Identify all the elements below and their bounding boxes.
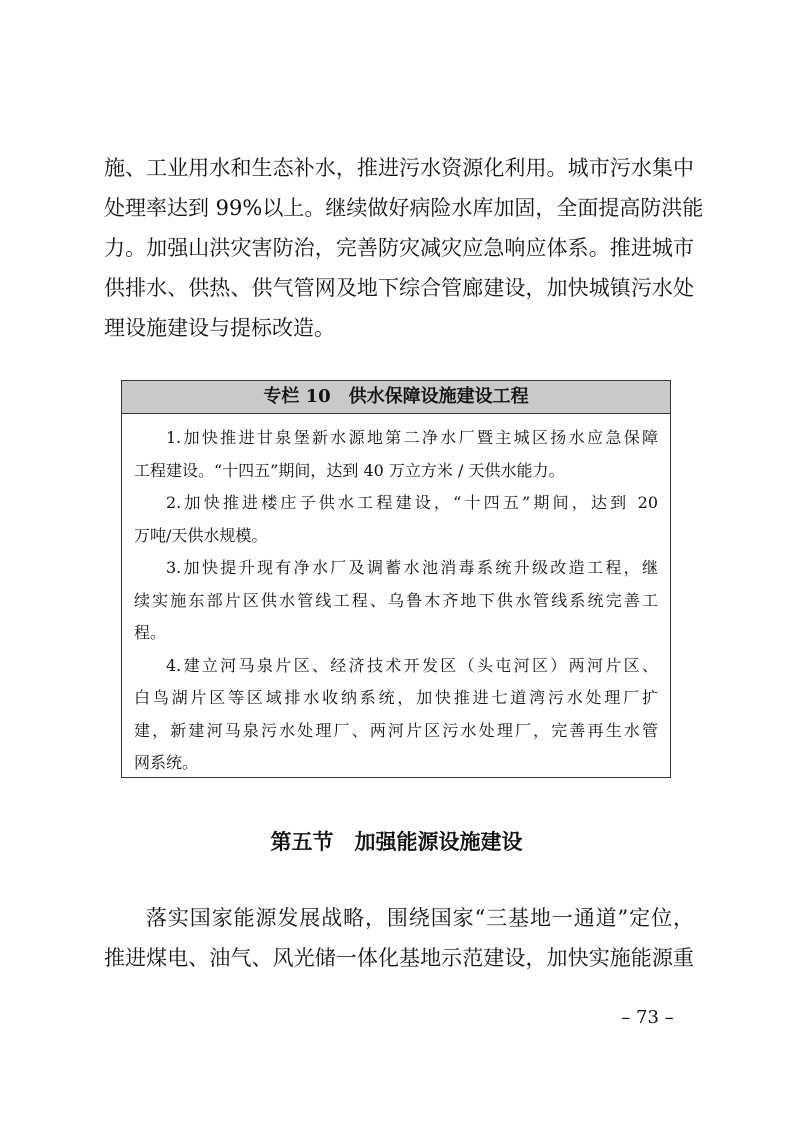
item-line: 网系统。 bbox=[134, 753, 199, 772]
item-line: 程。 bbox=[134, 623, 167, 642]
item-line: 续实施东部片区供水管线工程、乌鲁木齐地下供水管线系统完善工 bbox=[134, 590, 658, 610]
text-line: 理设施建设与提标改造。 bbox=[104, 316, 335, 340]
text-line: 处理率达到 99%以上。继续做好病险水库加固，全面提高防洪能 bbox=[104, 196, 704, 220]
item-line: 建，新建河马泉污水处理厂、两河片区污水处理厂，完善再生水管 bbox=[134, 720, 658, 740]
item-line: 1.加快推进甘泉堡新水源地第二净水厂暨主城区扬水应急保障 bbox=[166, 428, 658, 447]
item-line: 万吨/天供水规模。 bbox=[134, 525, 268, 545]
item-line: 3.加快提升现有净水厂及调蓄水池消毒系统升级改造工程，继 bbox=[166, 558, 658, 577]
text-line: 落实国家能源发展战略，围绕国家“三基地一通道”定位， bbox=[146, 906, 694, 930]
intro-paragraph bbox=[104, 148, 704, 348]
section-heading: 第五节 加强能源设施建设 bbox=[270, 830, 523, 854]
page-number: – 73 – bbox=[621, 1007, 674, 1028]
column-box bbox=[121, 380, 671, 778]
item-line: 白鸟湖片区等区域排水收纳系统，加快推进七道湾污水处理厂扩 bbox=[134, 688, 658, 707]
column-box-body bbox=[122, 414, 670, 780]
column-box-title: 专栏 10 供水保障设施建设工程 bbox=[122, 381, 670, 414]
body-paragraph bbox=[104, 898, 694, 978]
text-line: 施、工业用水和生态补水，推进污水资源化利用。城市污水集中 bbox=[104, 156, 694, 180]
text-line: 力。加强山洪灾害防治，完善防灾减灾应急响应体系。推进城市 bbox=[104, 236, 694, 260]
item-line: 工程建设。“十四五”期间，达到 40 万立方米 / 天供水能力。 bbox=[134, 460, 565, 480]
text-line: 供排水、供热、供气管网及地下综合管廊建设，加快城镇污水处 bbox=[104, 276, 694, 300]
text-line: 推进煤电、油气、风光储一体化基地示范建设，加快实施能源重 bbox=[104, 946, 694, 970]
item-line: 4.建立河马泉片区、经济技术开发区（头屯河区）两河片区、 bbox=[166, 655, 658, 675]
item-line: 2.加快推进楼庄子供水工程建设，“十四五”期间，达到 20 bbox=[166, 493, 658, 512]
